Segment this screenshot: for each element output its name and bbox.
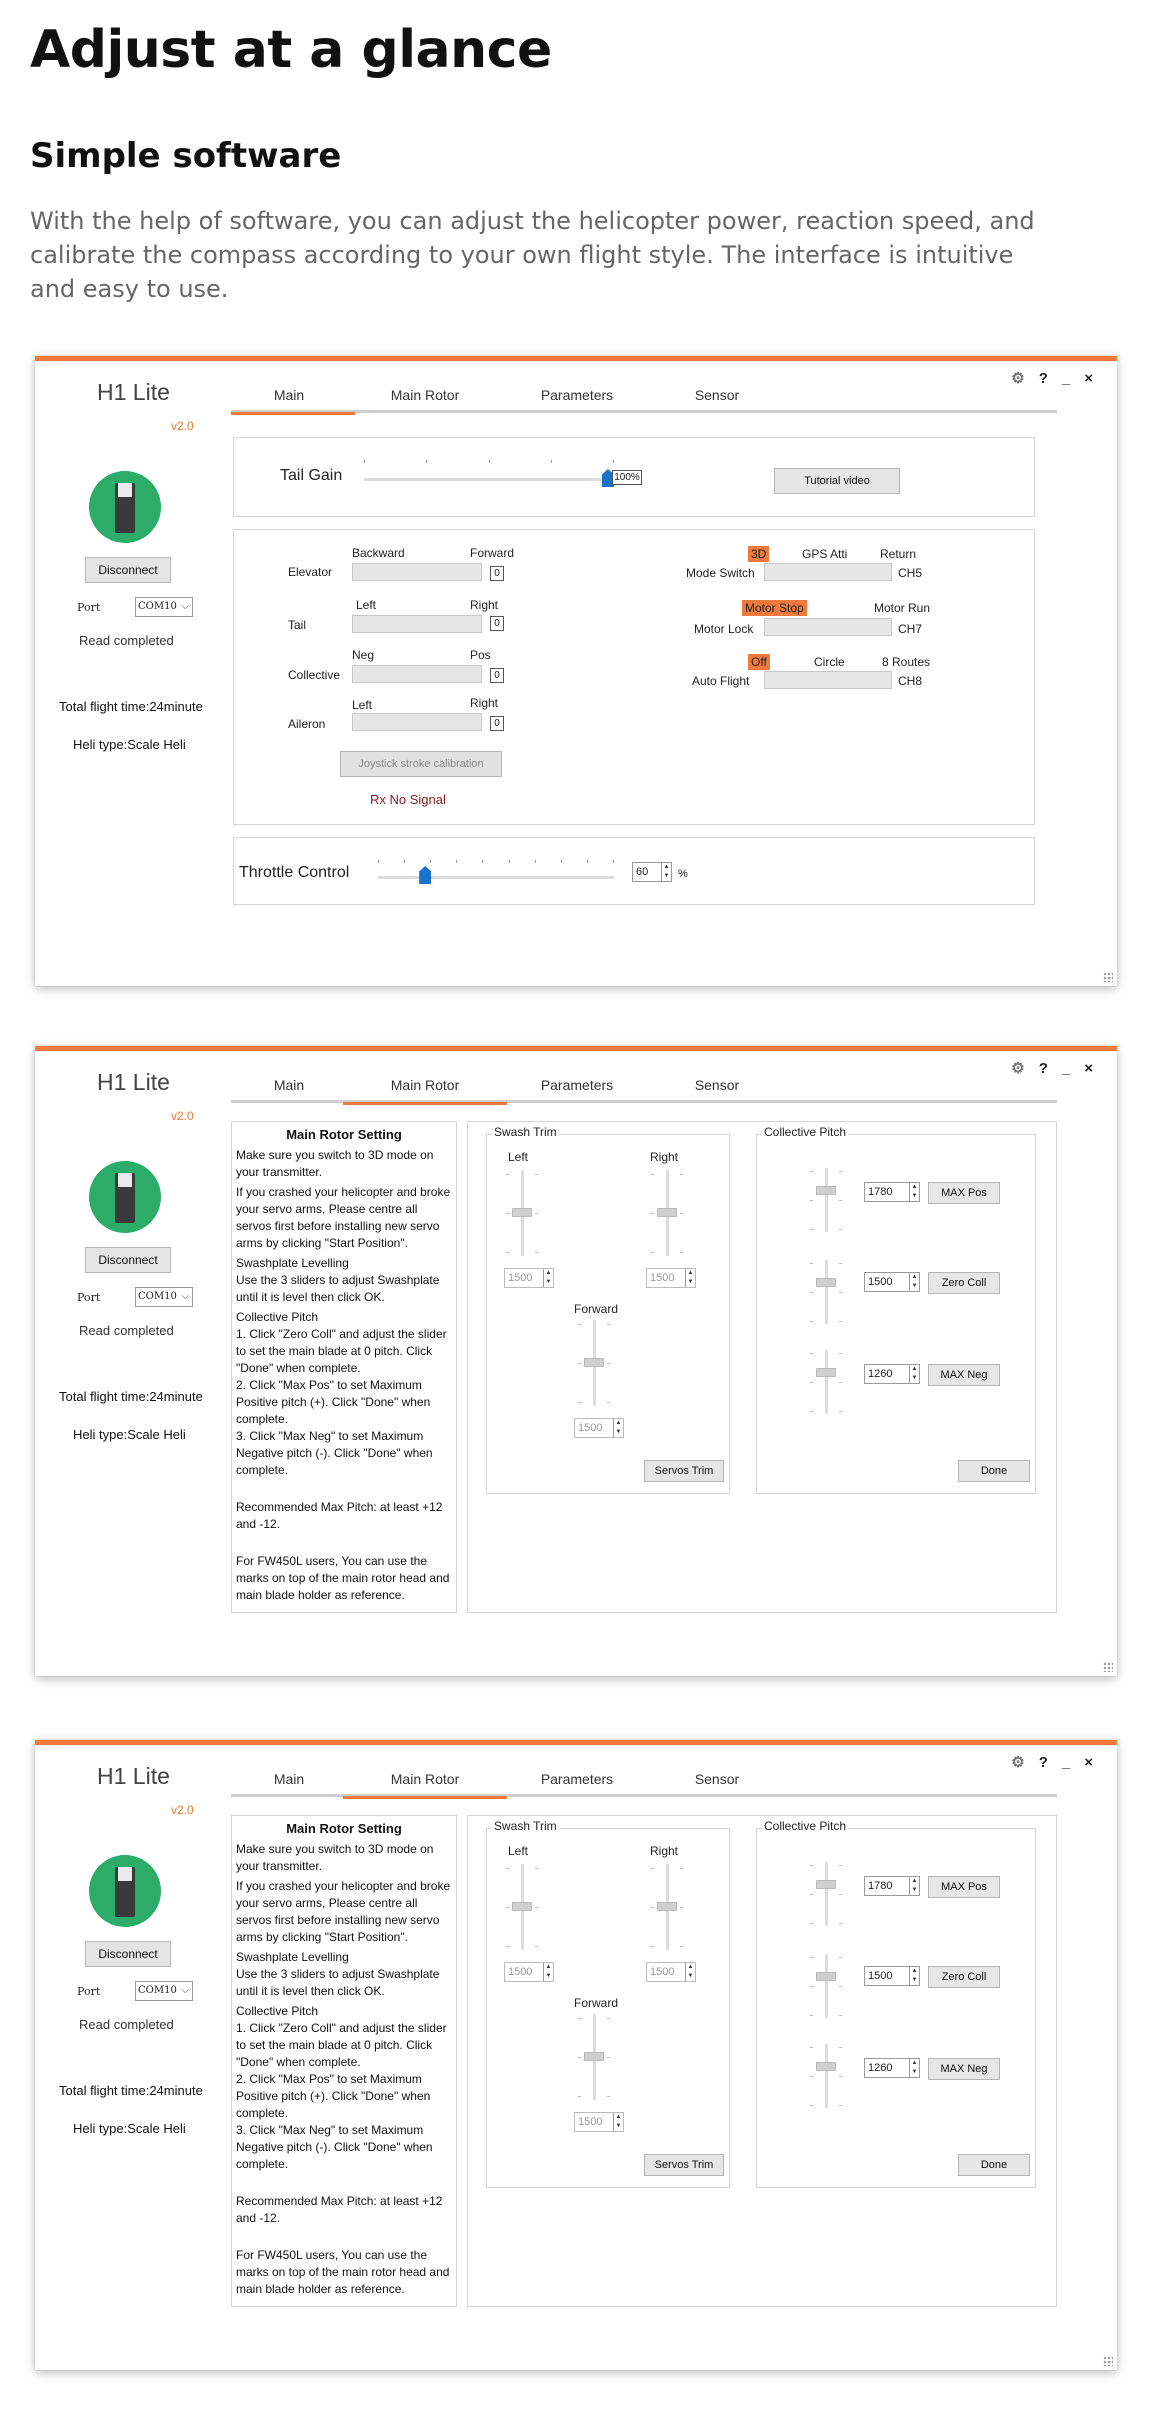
port-select[interactable]	[135, 1287, 193, 1307]
spinner-arrows-icon[interactable]: ▲ ▼	[685, 1269, 695, 1287]
mode-gps-label: GPS Atti	[802, 547, 848, 561]
app-window-rotor-2	[35, 1740, 1117, 2370]
tail-left-label: Left	[356, 598, 377, 612]
usb-logo-icon	[89, 471, 161, 543]
app-window-rotor	[35, 1046, 1117, 1676]
pitch-neg-slider[interactable]	[814, 2044, 838, 2108]
app-name: H1 Lite	[97, 379, 170, 405]
chevron-down-icon: ⌵	[181, 1291, 189, 1302]
port-value: COM10	[138, 601, 177, 612]
motor-lock-bar	[764, 618, 892, 636]
motor-lock-label: Motor Lock	[694, 622, 754, 636]
swash-left-spinner[interactable]	[504, 1268, 554, 1288]
flight-time: Total flight time:24minute	[59, 2083, 203, 2098]
tab-bar	[231, 1765, 1057, 1797]
instruction-6: For FW450L users, You can use the marks on top of the main rotor head and main blade holder as reference.	[236, 2248, 450, 2296]
elevator-bar	[352, 563, 482, 581]
swash-left-slider[interactable]	[510, 1170, 534, 1256]
mode-switch-channel: CH5	[898, 566, 923, 580]
app-version: v2.0	[171, 419, 194, 433]
tab-bar	[231, 1071, 1057, 1103]
help-icon[interactable]: ?	[1038, 369, 1048, 387]
close-icon[interactable]: ×	[1084, 1753, 1093, 1771]
usb-logo-icon	[89, 1161, 161, 1233]
spinner-arrows-icon[interactable]: ▲ ▼	[909, 2059, 919, 2077]
collective-value: 0	[490, 668, 504, 683]
resize-grip-icon[interactable]	[1103, 2356, 1113, 2366]
max-pos-value: 1780	[868, 1186, 893, 1198]
throttle-panel	[233, 837, 1035, 905]
tab-parameters[interactable]: Parameters	[540, 1771, 614, 1787]
tail-gain-label: Tail Gain	[280, 467, 343, 484]
swash-left-slider[interactable]	[510, 1864, 534, 1950]
hero-description: With the help of software, you can adjust the helicopter power, reaction speed, and calibrate the compass according to your own flight style. The interface is intuitive and easy to use.	[30, 207, 1035, 303]
motor-run-label: Motor Run	[874, 601, 931, 615]
collective-label: Collective	[288, 668, 341, 682]
throttle-slider[interactable]	[419, 866, 431, 884]
zero-coll-spinner[interactable]	[864, 1272, 920, 1292]
elevator-value: 0	[490, 566, 504, 581]
swash-forward-label: Forward	[574, 1996, 619, 2010]
tail-value: 0	[490, 616, 504, 631]
instruction-1: Make sure you switch to 3D mode on your transmitter.	[236, 1842, 434, 1873]
pitch-pos-slider[interactable]	[814, 1862, 838, 1926]
resize-grip-icon[interactable]	[1103, 972, 1113, 982]
swash-forward-value: 1500	[578, 2116, 603, 2128]
aileron-left-label: Left	[352, 698, 373, 712]
flight-time: Total flight time:24minute	[59, 1389, 203, 1404]
tab-parameters[interactable]: Parameters	[540, 1077, 614, 1093]
rx-status: Rx No Signal	[370, 792, 446, 807]
zero-coll-spinner[interactable]	[864, 1966, 920, 1986]
swash-right-value: 1500	[650, 1966, 675, 1978]
instruction-2: If you crashed your helicopter and broke your servo arms, Please centre all servos first before installing new servo arms by clicking "Start Position".	[236, 1879, 451, 1944]
throttle-value: 60	[636, 866, 649, 878]
port-label: Port	[77, 1291, 101, 1304]
instructions-panel	[231, 1121, 457, 1613]
disconnect-button[interactable]: Disconnect	[85, 1247, 171, 1273]
app-name: H1 Lite	[97, 1069, 170, 1095]
instruction-3: Swashplate Levelling Use the 3 sliders to adjust Swashplate until it is level then click OK.	[236, 1950, 440, 1998]
swash-right-spinner[interactable]	[646, 1962, 696, 1982]
zero-coll-button[interactable]: Zero Coll	[928, 1966, 1000, 1988]
max-neg-button[interactable]: MAX Neg	[928, 1364, 1000, 1386]
port-label: Port	[77, 1985, 101, 1998]
aileron-right-label: Right	[470, 696, 499, 710]
collective-pitch-title: Collective Pitch	[764, 1125, 847, 1139]
chevron-down-icon: ⌵	[181, 1985, 189, 1996]
pitch-neg-slider[interactable]	[814, 1350, 838, 1414]
instruction-4: Collective Pitch 1. Click "Zero Coll" and adjust the slider to set the main blade at 0 pitch. Click "Done" when complete. 2. Click "Max Pos" to set Maximum Positive pitch (+). Click "Done" when complete. 3. Click "Max Neg" to set Maximum Negative pitch (-). Click "Done" when complete.	[236, 2004, 447, 2171]
tab-sensor[interactable]: Sensor	[694, 387, 740, 403]
zero-coll-value: 1500	[868, 1276, 893, 1288]
tab-main[interactable]: Main	[273, 1077, 305, 1093]
heli-type: Heli type:Scale Heli	[73, 2121, 186, 2136]
sidebar	[35, 1051, 225, 1676]
usb-logo-icon	[89, 1855, 161, 1927]
settings-icon[interactable]: ⚙	[1011, 1060, 1025, 1077]
chevron-down-icon: ⌵	[181, 601, 189, 612]
port-value: COM10	[138, 1291, 177, 1302]
hero-subtitle: Simple software	[30, 136, 342, 176]
tail-label: Tail	[288, 618, 307, 632]
instructions-text	[236, 1126, 452, 1607]
tail-right-label: Right	[470, 598, 499, 612]
max-pos-spinner[interactable]	[864, 1182, 920, 1202]
swash-forward-spinner[interactable]	[574, 1418, 624, 1438]
swash-forward-value: 1500	[578, 1422, 603, 1434]
read-status: Read completed	[79, 633, 174, 648]
rotor-controls-panel	[467, 1815, 1057, 2307]
swash-forward-slider[interactable]	[582, 2014, 606, 2100]
max-neg-button[interactable]: MAX Neg	[928, 2058, 1000, 2080]
max-neg-value: 1260	[868, 1368, 893, 1380]
zero-coll-value: 1500	[868, 1970, 893, 1982]
swash-right-slider[interactable]	[655, 1864, 679, 1950]
swash-left-spinner[interactable]	[504, 1962, 554, 1982]
heli-type: Heli type:Scale Heli	[73, 1427, 186, 1442]
aileron-label: Aileron	[288, 717, 326, 731]
swash-right-spinner[interactable]	[646, 1268, 696, 1288]
tab-main-rotor[interactable]: Main Rotor	[385, 1771, 465, 1787]
mode-switch-bar	[764, 563, 892, 581]
spinner-arrows-icon[interactable]: ▲ ▼	[543, 1963, 553, 1981]
max-neg-spinner[interactable]	[864, 2058, 920, 2078]
help-icon[interactable]: ?	[1038, 1753, 1048, 1771]
aileron-value: 0	[490, 716, 504, 731]
tab-main-rotor[interactable]: Main Rotor	[390, 387, 460, 403]
tail-gain-panel	[233, 437, 1035, 517]
swash-left-value: 1500	[508, 1966, 533, 1978]
throttle-label: Throttle Control	[239, 864, 350, 881]
swash-right-slider[interactable]	[655, 1170, 679, 1256]
elevator-label: Elevator	[288, 565, 333, 579]
sidebar	[35, 361, 225, 986]
collective-left-label: Neg	[352, 648, 375, 662]
throttle-unit: %	[678, 868, 688, 880]
instructions-text	[236, 1820, 452, 2301]
port-select[interactable]	[135, 597, 193, 617]
throttle-track	[378, 876, 614, 879]
swash-forward-spinner[interactable]	[574, 2112, 624, 2132]
auto-flight-bar	[764, 671, 892, 689]
minimize-icon[interactable]: _	[1061, 1059, 1071, 1077]
spinner-arrows-icon[interactable]: ▲ ▼	[909, 1273, 919, 1291]
swash-forward-label: Forward	[574, 1302, 619, 1316]
swash-forward-slider[interactable]	[582, 1320, 606, 1406]
mode-3d-tag: 3D	[748, 546, 769, 562]
zero-coll-button[interactable]: Zero Coll	[928, 1272, 1000, 1294]
help-icon[interactable]: ?	[1038, 1059, 1048, 1077]
mode-return-label: Return	[880, 547, 917, 561]
main-rotor-setting-title: Main Rotor Setting	[286, 1821, 402, 1836]
swash-trim-title: Swash Trim	[494, 1125, 557, 1139]
port-select[interactable]	[135, 1981, 193, 2001]
tab-sensor[interactable]: Sensor	[694, 1771, 740, 1787]
instruction-2: If you crashed your helicopter and broke your servo arms, Please centre all servos first before installing new servo arms by clicking "Start Position".	[236, 1185, 451, 1250]
spinner-arrows-icon[interactable]: ▲ ▼	[685, 1963, 695, 1981]
max-pos-button[interactable]: MAX Pos	[928, 1876, 1000, 1898]
spinner-arrows-icon[interactable]: ▲ ▼	[909, 1967, 919, 1985]
rotor-controls-panel	[467, 1121, 1057, 1613]
tail-bar	[352, 615, 482, 633]
instruction-6: For FW450L users, You can use the marks on top of the main rotor head and main blade holder as reference.	[236, 1554, 450, 1602]
joystick-calibration-button[interactable]: Joystick stroke calibration	[340, 751, 502, 777]
max-pos-spinner[interactable]	[864, 1876, 920, 1896]
app-version: v2.0	[171, 1803, 194, 1817]
close-icon[interactable]: ×	[1084, 369, 1093, 387]
read-status: Read completed	[79, 1323, 174, 1338]
disconnect-button[interactable]: Disconnect	[85, 557, 171, 583]
app-window-main	[35, 356, 1117, 986]
close-icon[interactable]: ×	[1084, 1059, 1093, 1077]
auto-flight-label: Auto Flight	[692, 674, 750, 688]
done-button[interactable]: Done	[958, 2154, 1030, 2176]
max-neg-spinner[interactable]	[864, 1364, 920, 1384]
elevator-left-label: Backward	[352, 546, 405, 560]
throttle-spinner[interactable]	[632, 862, 672, 882]
elevator-right-label: Forward	[470, 546, 515, 560]
auto-circle-label: Circle	[814, 655, 845, 669]
read-status: Read completed	[79, 2017, 174, 2032]
auto-flight-channel: CH8	[898, 674, 923, 688]
spinner-arrows-icon[interactable]: ▲ ▼	[543, 1269, 553, 1287]
pitch-pos-slider[interactable]	[814, 1168, 838, 1232]
instruction-1: Make sure you switch to 3D mode on your transmitter.	[236, 1148, 434, 1179]
spinner-arrows-icon[interactable]: ▲ ▼	[909, 1877, 919, 1895]
spinner-arrows-icon[interactable]: ▲ ▼	[613, 2113, 623, 2131]
app-name: H1 Lite	[97, 1763, 170, 1789]
mode-switch-label: Mode Switch	[686, 566, 755, 580]
tab-main-rotor[interactable]: Main Rotor	[385, 1077, 465, 1093]
main-rotor-setting-title: Main Rotor Setting	[286, 1127, 402, 1142]
resize-grip-icon[interactable]	[1103, 1662, 1113, 1672]
channels-panel	[233, 529, 1035, 825]
app-version: v2.0	[171, 1109, 194, 1123]
done-button[interactable]: Done	[958, 1460, 1030, 1482]
motor-stop-tag: Motor Stop	[742, 600, 807, 616]
minimize-icon[interactable]: _	[1061, 1753, 1071, 1771]
swash-left-value: 1500	[508, 1272, 533, 1284]
tab-parameters[interactable]: Parameters	[540, 387, 614, 403]
tail-gain-track	[364, 478, 614, 481]
swash-left-label: Left	[508, 1150, 529, 1164]
aileron-bar	[352, 713, 482, 731]
settings-icon[interactable]: ⚙	[1011, 1754, 1025, 1771]
tab-sensor[interactable]: Sensor	[694, 1077, 740, 1093]
collective-pitch-title: Collective Pitch	[764, 1819, 847, 1833]
swash-right-label: Right	[650, 1150, 679, 1164]
heli-type: Heli type:Scale Heli	[73, 737, 186, 752]
tab-main[interactable]: Main	[269, 387, 309, 403]
servos-trim-button[interactable]: Servos Trim	[644, 2154, 724, 2176]
auto-off-tag: Off	[748, 654, 770, 670]
swash-right-label: Right	[650, 1844, 679, 1858]
collective-bar	[352, 665, 482, 683]
settings-icon[interactable]: ⚙	[1011, 370, 1025, 387]
auto-8routes-label: 8 Routes	[882, 655, 931, 669]
spinner-arrows-icon[interactable]: ▲ ▼	[909, 1365, 919, 1383]
port-value: COM10	[138, 1985, 177, 1996]
swash-left-label: Left	[508, 1844, 529, 1858]
swash-trim-title: Swash Trim	[494, 1819, 557, 1833]
max-pos-value: 1780	[868, 1880, 893, 1892]
pitch-zero-slider[interactable]	[814, 1260, 838, 1324]
swash-right-value: 1500	[650, 1272, 675, 1284]
tail-gain-value: 100%	[612, 470, 642, 485]
collective-right-label: Pos	[470, 648, 491, 662]
hero-title: Adjust at a glance	[30, 20, 552, 80]
instruction-4: Collective Pitch 1. Click "Zero Coll" and adjust the slider to set the main blade at 0 pitch. Click "Done" when complete. 2. Click "Max Pos" to set Maximum Positive pitch (+). Click "Done" when complete. 3. Click "Max Neg" to set Maximum Negative pitch (-). Click "Done" when complete.	[236, 1310, 447, 1477]
tutorial-video-button[interactable]: Tutorial video	[774, 468, 900, 494]
minimize-icon[interactable]: _	[1061, 369, 1071, 387]
motor-lock-channel: CH7	[898, 622, 923, 636]
instruction-5: Recommended Max Pitch: at least +12 and -12.	[236, 2194, 443, 2225]
max-pos-button[interactable]: MAX Pos	[928, 1182, 1000, 1204]
instruction-3: Swashplate Levelling Use the 3 sliders to adjust Swashplate until it is level then click OK.	[236, 1256, 440, 1304]
spinner-arrows-icon[interactable]: ▲ ▼	[613, 1419, 623, 1437]
disconnect-button[interactable]: Disconnect	[85, 1941, 171, 1967]
tab-main[interactable]: Main	[273, 1771, 305, 1787]
max-neg-value: 1260	[868, 2062, 893, 2074]
servos-trim-button[interactable]: Servos Trim	[644, 1460, 724, 1482]
tab-bar	[231, 381, 1057, 413]
port-label: Port	[77, 601, 101, 614]
instructions-panel	[231, 1815, 457, 2307]
instruction-5: Recommended Max Pitch: at least +12 and -12.	[236, 1500, 443, 1531]
sidebar	[35, 1745, 225, 2370]
pitch-zero-slider[interactable]	[814, 1954, 838, 2018]
flight-time: Total flight time:24minute	[59, 699, 203, 714]
spinner-arrows-icon[interactable]: ▲ ▼	[661, 863, 671, 881]
spinner-arrows-icon[interactable]: ▲ ▼	[909, 1183, 919, 1201]
